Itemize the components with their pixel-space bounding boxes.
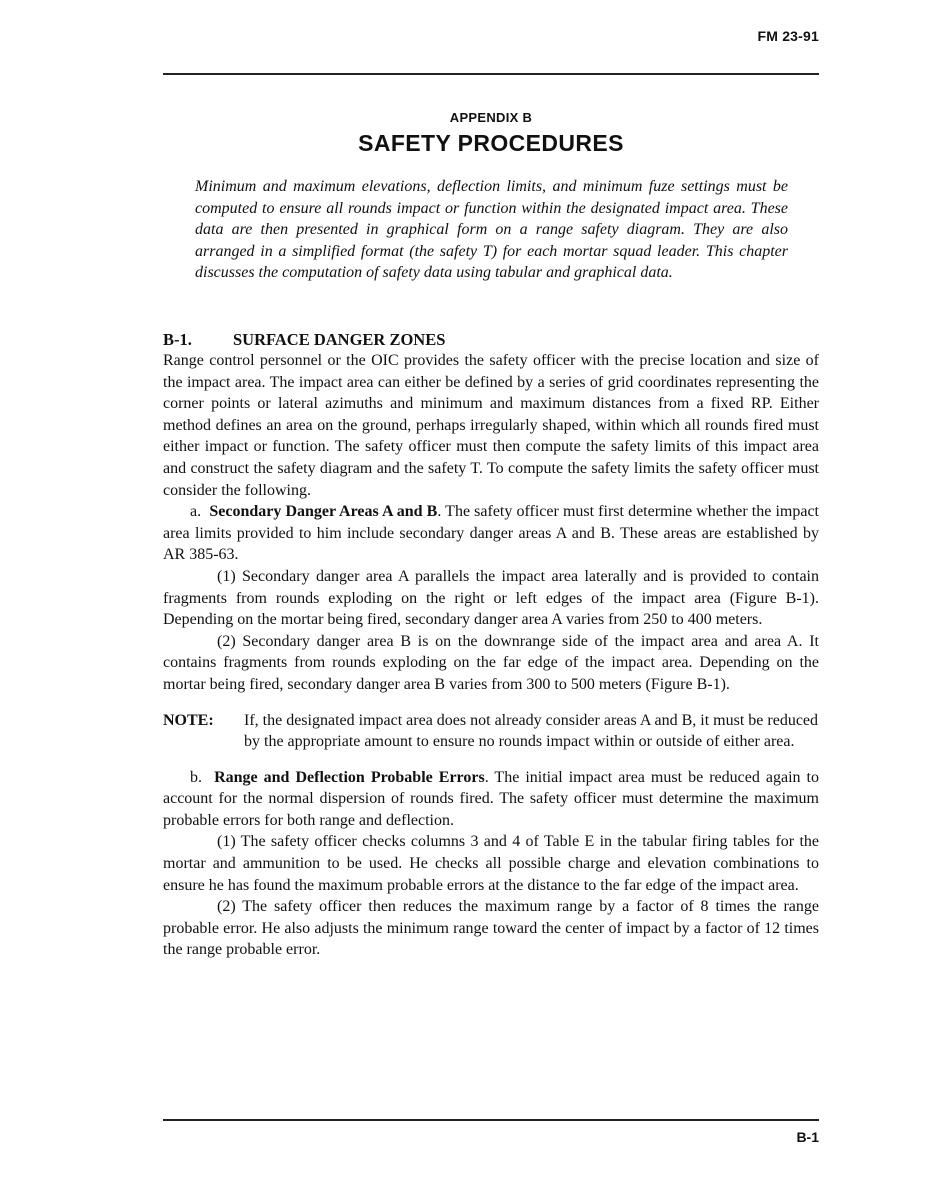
- page-number: B-1: [796, 1129, 819, 1145]
- page-footer: [163, 1119, 819, 1159]
- item-a-sub2: (2) Secondary danger area B is on the downrange side of the impact area and area A. It contains fragments from rounds exploding on the far edge of the impact area. Depending on the mortar being fired, secondary danger area B varies from 300 to 500 meters (Figure B-1).: [163, 632, 819, 693]
- item-a-sub1: (1) Secondary danger area A parallels the impact area laterally and is provided to contain fragments from rounds exploding on the right or left edges of the impact area (Figure B-1). Depending on the mortar being fired, secondary danger area A varies from 250 to 400 meters.: [163, 567, 819, 629]
- item-b-sub2: (2) The safety officer then reduces the maximum range by a factor of 8 times the range probable error. He also adjusts the minimum range toward the center of impact by a factor of 12 times the range probable error.: [163, 898, 819, 959]
- footer-rule: [163, 1119, 819, 1121]
- spacer: [163, 696, 819, 710]
- item-b: [163, 767, 819, 832]
- section-title: SURFACE DANGER ZONES: [233, 330, 446, 349]
- note-block: [163, 710, 819, 753]
- intro-paragraph: Minimum and maximum elevations, deflection limits, and minimum fuze settings must be computed to ensure all rounds impact or function within the designated impact area. These data are then presented in graphical form on a range safety diagram. They are also arranged in a simplified format (the safety T) for each mortar squad leader. This chapter discusses the computation of safety data using tabular and graphical data.: [195, 178, 788, 282]
- item-b-sub1: (1) The safety officer checks columns 3 and 4 of Table E in the tabular firing tables for the mortar and ammunition to be used. He checks all possible charge and elevation combinations to ensure he has found the maximum probable errors at the distance to the far edge of the impact area.: [163, 833, 819, 894]
- note-label: NOTE:: [163, 711, 214, 729]
- page-title: SAFETY PROCEDURES: [358, 130, 624, 156]
- note-text: If, the designated impact area does not already consider areas A and B, it must be reduced by the appropriate amount to ensure no rounds impact within or outside of either area.: [244, 711, 819, 751]
- title-block: [163, 110, 819, 157]
- item-a: [163, 501, 819, 566]
- document-code: FM 23-91: [757, 28, 819, 44]
- item-a-text: . The safety officer must first determine whether the impact area limits provided to him include secondary danger areas A and B. These areas are established by AR 385-63.: [163, 503, 820, 564]
- section-number: B-1.: [163, 330, 192, 349]
- section-paragraph: Range control personnel or the OIC provides the safety officer with the precise location and size of the impact area. The impact area can either be defined by a series of grid coordinates representing the corner points or lateral azimuths and minimum and maximum distances from a fixed RP. Either method defines an area on the ground, perhaps irregularly shaped, within which all rounds fired must either impact or function. The safety officer must then compute the safety limits of this impact area and construct the safety diagram and the safety T. To compute the safety limits the safety officer must consider the following.: [163, 352, 819, 499]
- spacer: [163, 753, 819, 767]
- appendix-label: APPENDIX B: [449, 110, 533, 125]
- header-rule: [163, 73, 819, 75]
- item-b-text: . The initial impact area must be reduced again to account for the normal dispersion of rounds fired. The safety officer must determine the maximum probable errors for both range and deflection.: [163, 768, 819, 829]
- item-a-marker: a.: [190, 503, 202, 521]
- section-heading: [163, 329, 819, 350]
- item-a-heading: Secondary Danger Areas A and B: [209, 503, 438, 521]
- section-b1: [163, 329, 819, 961]
- item-b-marker: b.: [190, 768, 202, 786]
- item-b-heading: Range and Deflection Probable Errors: [214, 768, 485, 786]
- page-header: [163, 28, 819, 74]
